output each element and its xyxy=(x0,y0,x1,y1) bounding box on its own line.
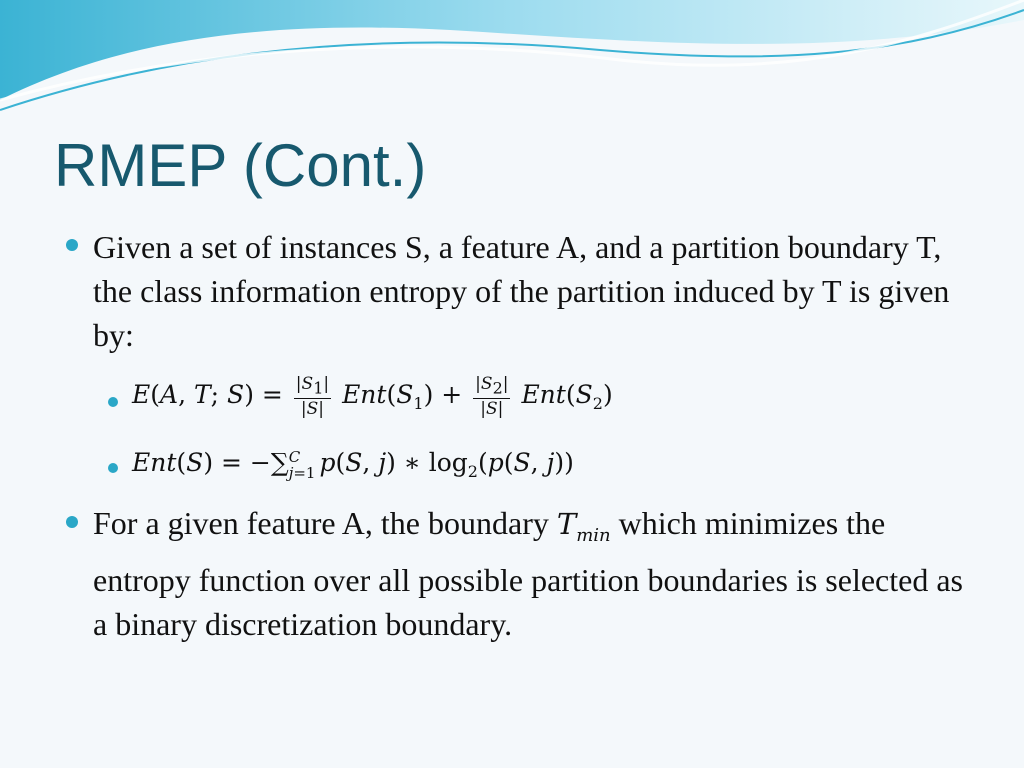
bullet-2-text xyxy=(93,501,973,646)
entropy-partition-formula: E(A, T; S) = $\frac{|S_1|}{|S|}$ $Ent(S_1)$ + $\frac{|S_2|}{|S|}$ $Ent(S_2)$ xyxy=(132,374,613,420)
bullet-dot xyxy=(66,239,78,251)
entropy-formula: Ent(S) = −∑ C j=1 p(S, j) ∗ $\log_2(p(S$, j)) xyxy=(132,447,574,482)
bullet-2-pre: For a given feature A, the boundary xyxy=(93,505,549,541)
header-wave-decoration xyxy=(0,0,1024,120)
sub-bullet-dot xyxy=(108,397,118,407)
bullet-dot xyxy=(66,516,78,528)
t-min-symbol: $T_{min}$ xyxy=(556,507,611,546)
bullet-1-text: Given a set of instances S, a feature A, and a partition boundary T, the class information entropy of the partition induced by T is given by: xyxy=(93,229,950,353)
bullet-2-post: which minimizes the entropy function over all possible partition boundaries is selected as a binary discretization boundary. xyxy=(93,505,963,642)
slide-title: RMEP (Cont.) xyxy=(54,132,427,199)
sub-bullet-dot xyxy=(108,463,118,473)
